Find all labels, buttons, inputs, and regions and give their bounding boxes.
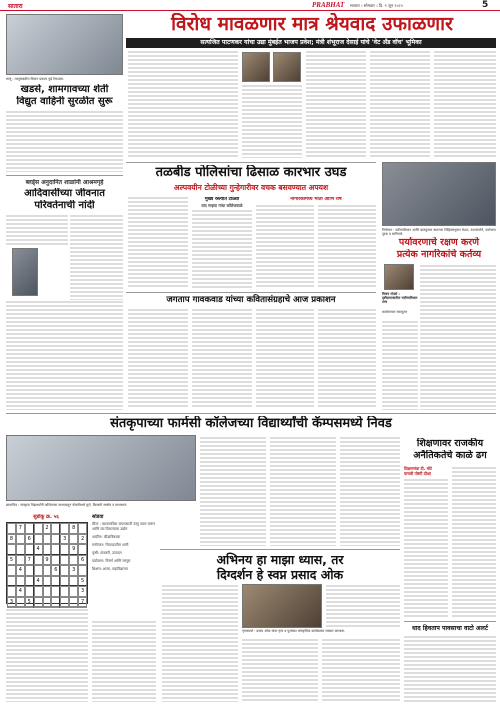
- clue-item: आदींना: क्रीडाविषयक: [92, 535, 121, 539]
- environment-side-label-2: कार्यालयात सरामूलन: [382, 310, 408, 314]
- pharmacy-caption: छायाचित्र : संतकृपा विद्यार्थ्यांनी कॉलेजच्या माध्यमातून नोकरीमध्ये मुले, किसानी सरसेम व माध्यमानं.: [6, 503, 128, 507]
- sudoku-cell: [60, 555, 69, 566]
- left-mid-headline-2: परिवर्तनाची नांदी: [34, 200, 95, 211]
- sudoku-cell: [43, 597, 52, 608]
- sudoku-cell: 4: [34, 544, 43, 555]
- sudoku-cell: 4: [34, 576, 43, 587]
- rule: [404, 621, 496, 622]
- sudoku-cell: [7, 544, 16, 555]
- sudoku-cell: [78, 544, 87, 555]
- sudoku-cell: [7, 523, 16, 534]
- clue-item: पर्यावरण: निसर्ग आणि माणूस: [92, 559, 131, 563]
- clue-list: [92, 522, 156, 575]
- sudoku-cell: [25, 576, 34, 587]
- main-story-body-5: [434, 50, 496, 158]
- sudoku-cell: [51, 576, 60, 587]
- abhinay-body-1: [162, 584, 238, 702]
- abhinay-headline-1: अभिनय हा माझा ध्यास, तर: [216, 552, 344, 567]
- police-headline: तळबीड पोलिसांचा ढिसाळ कारभार उघड: [155, 165, 347, 180]
- sudoku-cell: 6: [51, 565, 60, 576]
- police-col-2: [192, 209, 252, 288]
- sudoku-title: सुडोकू क्र. ५६: [33, 514, 59, 520]
- sudoku-cell: [51, 534, 60, 545]
- sudoku-cell: [51, 586, 60, 597]
- police-col-4: [318, 204, 376, 288]
- sudoku-cell: [7, 586, 16, 597]
- sudoku-cell: 7: [16, 523, 25, 534]
- villages-headline: जगताप गावकवाड यांच्या कवितासंग्रहाचे आज प्रकाशन: [166, 295, 336, 305]
- left-mid-body-3: [6, 300, 123, 410]
- sudoku-cell: [16, 555, 25, 566]
- sudoku-cell: [78, 523, 87, 534]
- police-col-3: [256, 204, 314, 288]
- sudoku-cell: 5: [25, 597, 34, 608]
- sudoku-cell: [16, 534, 25, 545]
- left-top-headline-2: विद्युत वाहिनी सुरळीत सुरू: [16, 96, 113, 107]
- sudoku-cell: 4: [16, 586, 25, 597]
- masthead: [0, 0, 500, 11]
- sudoku-cell: 6: [78, 555, 87, 566]
- rain-body: [404, 635, 496, 702]
- sudoku-cell: 8: [69, 523, 78, 534]
- sudoku-cell: [60, 597, 69, 608]
- sudoku-cell: [51, 555, 60, 566]
- sudoku-cell: 5: [78, 576, 87, 587]
- sudoku-cell: [69, 555, 78, 566]
- sudoku-cell: 4: [16, 565, 25, 576]
- politics-headline-1: शिक्षणावर राजकीय: [416, 438, 484, 449]
- sudoku-cell: [34, 565, 43, 576]
- sudoku-cell: 3: [60, 534, 69, 545]
- sudoku-cell: [78, 565, 87, 576]
- sudoku-cell: [51, 597, 60, 608]
- sudoku-cell: [16, 576, 25, 587]
- sudoku-cell: [43, 586, 52, 597]
- sudoku-cell: 6: [25, 534, 34, 545]
- pharmacy-headline: संतकृपाच्या फार्मसी कॉलेजच्या विद्यार्थ्यांची कॅम्पसमध्ये निवड: [110, 416, 392, 431]
- abhinay-body-2: [326, 584, 400, 628]
- sudoku-cell: [43, 544, 52, 555]
- rule: [6, 413, 496, 414]
- politics-body-1: [404, 478, 448, 618]
- sudoku-cell: [34, 597, 43, 608]
- sudoku-cell: [69, 597, 78, 608]
- environment-photo: [382, 162, 496, 226]
- left-mid-headline-1: आदिवासींच्या जीवनात: [24, 188, 105, 199]
- main-story-body: [128, 50, 238, 158]
- politics-kicker-2: पाचवी पोस्टी दीक्षा: [404, 471, 431, 476]
- rule: [6, 175, 123, 176]
- page-number: 5: [482, 0, 489, 10]
- main-story-body-2: [242, 84, 302, 158]
- left-mid-body-2: [70, 214, 123, 302]
- sudoku-grid: [6, 522, 88, 604]
- clue-item: सीमा : व्यावसायिक वापरासाठी वस्तू तयार करून आणि त्या विकल्याचा उद्योग: [92, 522, 156, 531]
- sudoku-cell: [34, 555, 43, 566]
- left-top-headline-1: खडसे, शामगावच्या शेती: [20, 84, 109, 95]
- police-col2-head: मुख्य रस्त्यात टोळ्या: [204, 197, 240, 202]
- sudoku-cell: 2: [43, 523, 52, 534]
- rule: [160, 549, 400, 550]
- clue-item: कृषी: शेतकरी, उत्पादन: [92, 551, 122, 555]
- sudoku-cell: [34, 586, 43, 597]
- abhinay-body-3: [242, 638, 318, 702]
- clues-title: सोडवा: [92, 514, 104, 520]
- politics-kicker: शिक्षणमंत्रा दी. मोटे: [404, 466, 433, 471]
- sudoku-cell: [43, 565, 52, 576]
- politics-body-2: [452, 466, 496, 618]
- main-story-body-3: [306, 50, 366, 158]
- environment-speaker-photo: [384, 264, 414, 290]
- main-subhead: सत्यजित पाटणकर यांचा उद्या मुंबईत भाजप प्रवेश; मंत्री शंभूराज देसाई यांचे 'वेट अँड वॉच' भूमिका: [200, 39, 422, 46]
- airport-photo: [6, 14, 123, 75]
- sudoku-cell: 3: [78, 586, 87, 597]
- sudoku-cell: 9: [43, 555, 52, 566]
- villages-col-3: [256, 308, 314, 408]
- villages-col-2: [192, 308, 252, 408]
- clue-item: मनोरंजन: चित्रपटातील ध्वनी: [92, 543, 129, 547]
- section-name: सातारा: [8, 3, 23, 10]
- left-mid-body: [6, 214, 68, 246]
- sudoku-cell: [69, 534, 78, 545]
- main-story-body-4: [370, 50, 430, 158]
- police-subhead: अल्पवयीन टोळीच्या गुन्हेगारीवर वचक बसवण्यात अपयश: [173, 183, 329, 192]
- environment-body-1: [420, 264, 496, 410]
- abhinay-headline-2: दिग्दर्शन हे स्वप्न प्रसाद ओक: [216, 567, 344, 582]
- police-col-1: [128, 196, 188, 288]
- environment-side-label: विजय गोडसे : दृष्टीसमाजातील चारित्र्यविधान तत्त्व: [382, 292, 418, 304]
- main-subhead-band: [126, 38, 496, 48]
- sudoku-cell: [60, 576, 69, 587]
- pharmacy-body-2: [270, 436, 336, 546]
- sudoku-cell: 3: [7, 597, 16, 608]
- sudoku-cell: [25, 523, 34, 534]
- abhinay-event-photo: [242, 584, 322, 628]
- sudoku-cell: [69, 576, 78, 587]
- villages-col-4: [318, 308, 376, 408]
- sudoku-cell: [16, 544, 25, 555]
- sudoku-cell: [69, 586, 78, 597]
- sudoku-cell: [25, 544, 34, 555]
- environment-body-2: [382, 320, 418, 410]
- sudoku-cell: [51, 523, 60, 534]
- sudoku-cell: [16, 597, 25, 608]
- politician-photo-2: [273, 52, 301, 82]
- left-top-body: [6, 110, 123, 172]
- sudoku-cell: [34, 523, 43, 534]
- sudoku-bottom-text: [6, 608, 88, 702]
- sudoku-cell: [60, 544, 69, 555]
- sudoku-cell: [60, 565, 69, 576]
- rule: [126, 162, 376, 163]
- abhinay-body-4: [322, 638, 400, 702]
- sudoku-cell: 9: [69, 544, 78, 555]
- politician-photo-1: [242, 52, 270, 82]
- sudoku-cell: [51, 544, 60, 555]
- sudoku-cell: 2: [78, 534, 87, 545]
- newspaper-logo: PRABHAT: [312, 1, 345, 9]
- abhinay-caption: नृत्यस्पर्धा : प्रसाद ओक यांचा नृत्य व पुरस्कार सांस्कृतिक कार्यक्रमात सत्कार करताना.: [242, 629, 346, 633]
- main-headline: विरोध मावळणार मात्र श्रेयवाद उफाळणार: [171, 13, 453, 35]
- environment-caption: नियोजन : चारित्र्यविधान आणि बालकुमार स्वतःच्या लिहिस्तानुसार घेऊन, वंशपरंपरेने, पर्यावरण पूरक व सांगितले.: [382, 228, 496, 236]
- police-col2-sub: वाद माझ्या गांधा कॉलेजवाळे: [201, 203, 243, 208]
- sudoku-extra-text: [92, 620, 156, 702]
- villages-col-1: [128, 308, 188, 408]
- sudoku-cell: 7: [78, 597, 87, 608]
- rule: [126, 292, 376, 293]
- clue-item: शिक्षण: शाळा, महाविद्यालय: [92, 567, 128, 571]
- sudoku-cell: 5: [7, 555, 16, 566]
- pharmacy-body-3: [340, 436, 400, 546]
- official-portrait: [12, 248, 38, 296]
- left-mid-kicker: ब्लर्ड्स अनुदानित शाळांनी आश्रमगृहे: [25, 179, 104, 186]
- sudoku-cell: [43, 534, 52, 545]
- sudoku-cell: [43, 576, 52, 587]
- sudoku-cell: [34, 534, 43, 545]
- left-top-caption: माणू : तालुक्यातील विमान प्रकल्प पुढे रेंगाळला.: [6, 77, 65, 81]
- politics-headline-2: अनैतिकतेचे काळे ढग: [413, 450, 487, 461]
- sudoku-cell: [25, 586, 34, 597]
- sudoku-cell: [7, 576, 16, 587]
- rain-headline: धाद हिवताप पावसाचा वाटो अलर्ट: [412, 625, 488, 632]
- pharmacy-body-1: [200, 436, 266, 546]
- dateline: सातारा । सोमवार । दि. ९ जून २०२५: [350, 3, 403, 8]
- sudoku-cell: 3: [69, 565, 78, 576]
- sudoku-cell: [7, 565, 16, 576]
- sudoku-cell: [25, 565, 34, 576]
- police-col3-head: नागरिकांमध्ये भीती आणि रोष: [290, 197, 342, 202]
- sudoku-cell: 7: [25, 555, 34, 566]
- environment-headline-1: पर्यावरणाचे रक्षण करणे: [398, 237, 480, 248]
- sudoku-cell: 8: [7, 534, 16, 545]
- environment-headline-2: प्रत्येक नागरिकांचे कर्तव्य: [396, 249, 482, 260]
- sudoku-cell: [60, 523, 69, 534]
- pharmacy-group-photo: [6, 435, 196, 501]
- sudoku-cell: [60, 586, 69, 597]
